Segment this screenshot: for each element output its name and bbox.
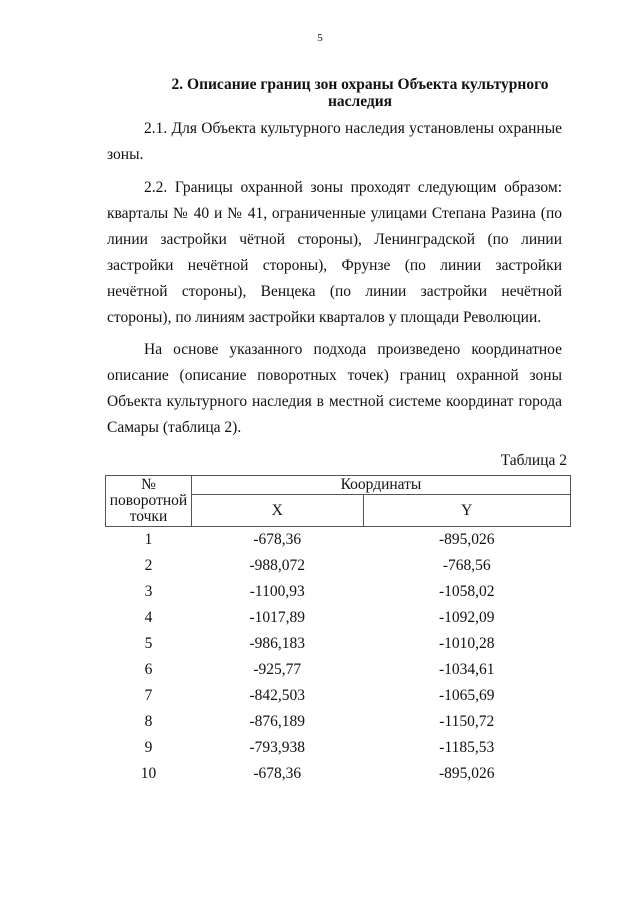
- cell-y: -1185,53: [439, 739, 495, 756]
- cell-point-number: 10: [140, 765, 157, 782]
- table-row: [106, 709, 571, 735]
- table-row: [106, 761, 571, 787]
- cell-x: -678,36: [253, 531, 302, 548]
- cell-point-number: 7: [144, 687, 153, 704]
- table-row: [106, 683, 571, 709]
- cell-point-number: 1: [144, 531, 153, 548]
- paragraph-2-2: 2.2. Границы охранной зоны проходят следующим образом: кварталы № 40 и № 41, ограниченные улицами Степана Разина (по линии застройки чётной стороны), Ленинградской (по линии застройки нечётной стороны), Фрунзе (по линии застройки нечётной стороны), Венцека (по линии застройки нечётной стороны), по линиям застройки кварталов у площади Революции.: [107, 179, 562, 326]
- cell-x: -986,183: [249, 635, 306, 652]
- cell-y: -1058,02: [439, 583, 495, 600]
- table-row: [106, 527, 571, 554]
- table-row: [106, 579, 571, 605]
- cell-x: -988,072: [249, 557, 306, 574]
- cell-x: -678,36: [253, 765, 302, 782]
- cell-y: -895,026: [439, 531, 495, 548]
- section-heading-line1: 2. Описание границ зон охраны Объекта культурного: [171, 76, 549, 93]
- cell-point-number: 2: [144, 557, 153, 574]
- page-number: 5: [317, 32, 323, 44]
- cell-point-number: 9: [144, 739, 153, 756]
- coordinates-table: [105, 475, 571, 787]
- cell-x: -842,503: [249, 687, 306, 704]
- table-row: [106, 657, 571, 683]
- cell-point-number: 6: [144, 661, 153, 678]
- table-row: [106, 735, 571, 761]
- cell-x: -793,938: [249, 739, 306, 756]
- section-heading-line2: наследия: [327, 93, 393, 110]
- table-row: [106, 553, 571, 579]
- paragraph-coordinates-intro: На основе указанного подхода произведено координатное описание (описание поворотных точек) границ охранной зоны Объекта культурного наследия в местной системе координат города Самары (таблица 2).: [107, 341, 562, 436]
- cell-y: -1010,28: [439, 635, 495, 652]
- cell-y: -895,026: [439, 765, 495, 782]
- cell-y: -1065,69: [439, 687, 495, 704]
- paragraph-2-1: 2.1. Для Объекта культурного наследия установлены охранные зоны.: [107, 120, 562, 163]
- cell-point-number: 4: [144, 609, 153, 626]
- cell-x: -876,189: [249, 713, 306, 730]
- cell-y: -768,56: [442, 557, 491, 574]
- cell-point-number: 8: [144, 713, 153, 730]
- header-y: Y: [363, 495, 570, 527]
- cell-point-number: 5: [144, 635, 153, 652]
- table-row: [106, 631, 571, 657]
- cell-y: -1150,72: [439, 713, 495, 730]
- header-point-number: № поворотной точки: [106, 476, 192, 527]
- header-coordinates: Координаты: [191, 476, 570, 495]
- cell-x: -1100,93: [249, 583, 305, 600]
- header-x: X: [191, 495, 363, 527]
- section-heading: [150, 76, 570, 110]
- table-row: [106, 605, 571, 631]
- cell-y: -1092,09: [439, 609, 495, 626]
- cell-point-number: 3: [144, 583, 153, 600]
- cell-x: -1017,89: [249, 609, 306, 626]
- cell-y: -1034,61: [439, 661, 495, 678]
- cell-x: -925,77: [253, 661, 302, 678]
- table-caption: Таблица 2: [500, 452, 567, 469]
